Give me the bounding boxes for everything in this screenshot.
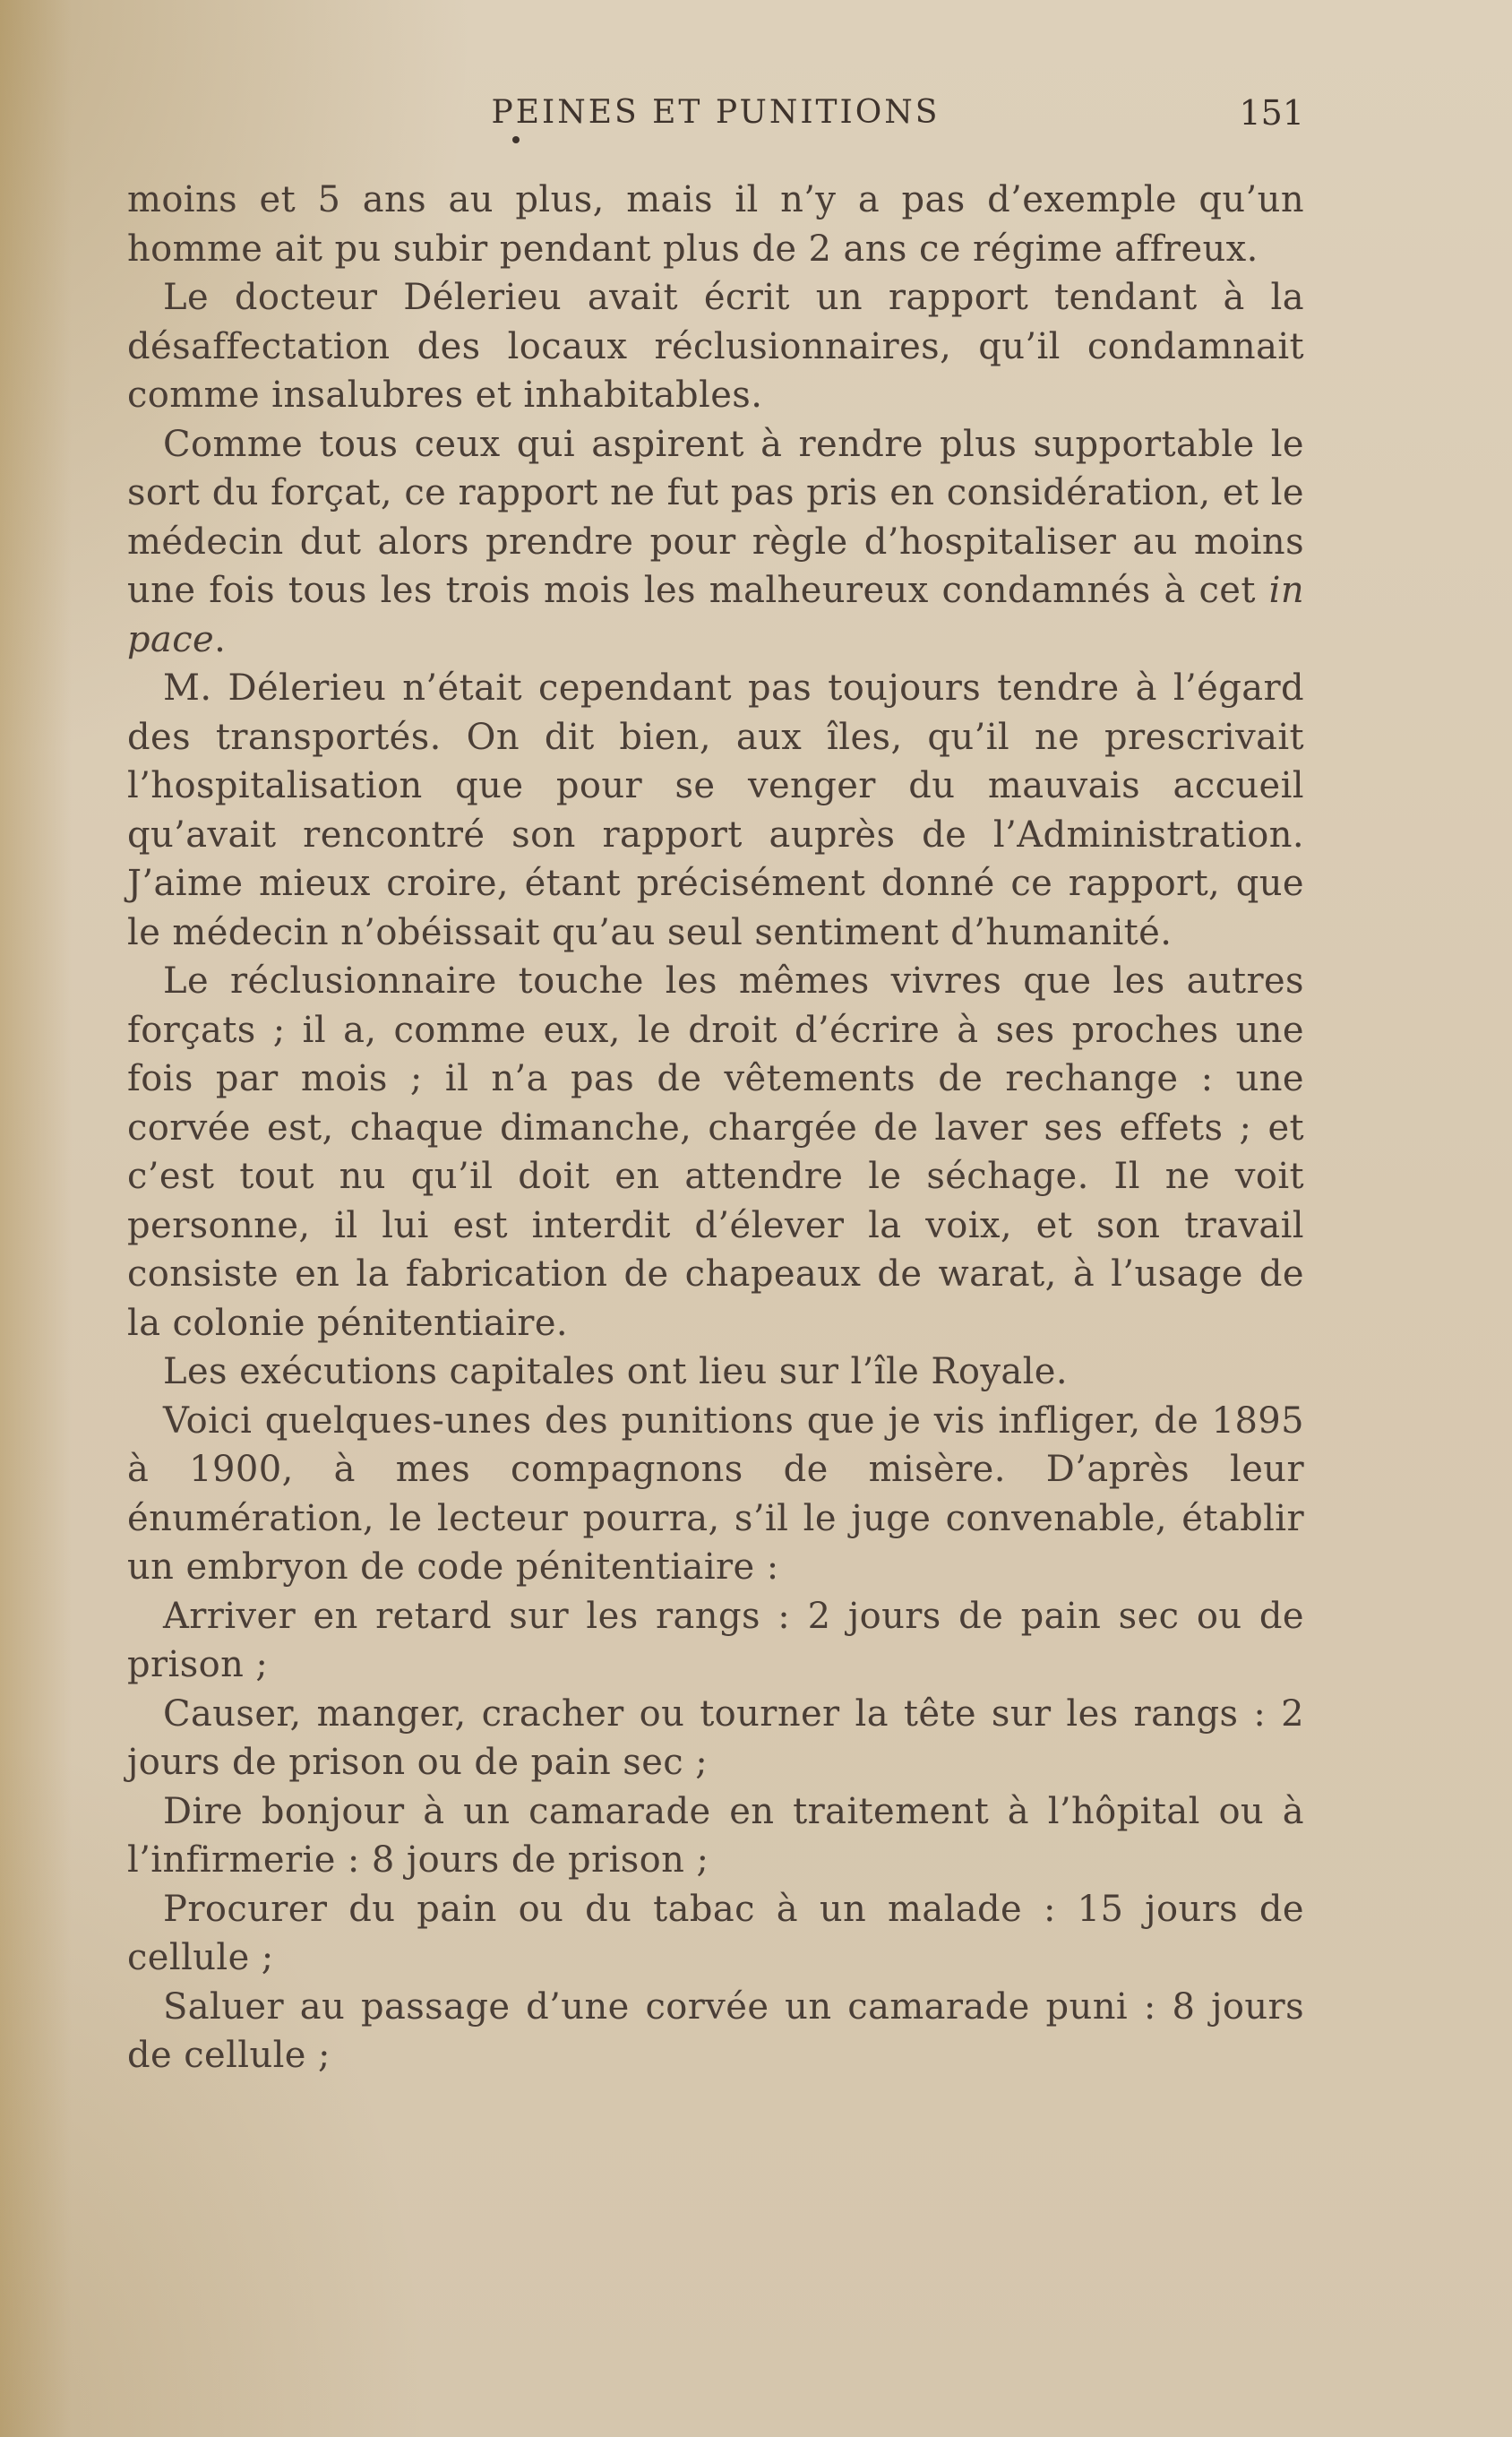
- paragraph-5: Le réclusionnaire touche les mêmes vivres que les autres forçats ; il a, comme eux, le droit d’écrire à ses proches une fois par mois ; il n’a pas de vêtements de rechange : une corvée est, chaque dimanche, chargée de laver ses effets ; et c’est tout nu qu’il doit en attendre le séchage. Il ne voit personne, il lui est interdit d’élever la voix, et son travail consiste en la fabrication de chapeaux de warat, à l’usage de la colonie pénitentiaire.: [127, 960, 1304, 1344]
- paragraph-3-text: Comme tous ceux qui aspirent à rendre plus supportable le sort du forçat, ce rapport ne fut pas pris en considération, et le médecin dut alors prendre pour règle d’hospitaliser au moins une fois tous les trois mois les malheureux condamnés à cet: [127, 423, 1304, 611]
- punishment-item: Dire bonjour à un camarade en traitement à l’hôpital ou à l’infirmerie : 8 jours de prison ;: [127, 1790, 1304, 1881]
- page-header: [127, 86, 1304, 140]
- paragraph-3: [127, 420, 1304, 665]
- punishment-item: Causer, manger, cracher ou tourner la tête sur les rangs : 2 jours de prison ou de pain sec ;: [127, 1692, 1304, 1783]
- paragraph-3-end: .: [214, 618, 227, 660]
- paragraph-2: Le docteur Délerieu avait écrit un rapport tendant à la désaffectation des locaux réclusionnaires, qu’il condamnait comme insalubres et inhabitables.: [127, 277, 1304, 416]
- paragraph-6: Les exécutions capitales ont lieu sur l’île Royale.: [163, 1351, 1068, 1392]
- paragraph-4: M. Délerieu n’était cependant pas toujours tendre à l’égard des transportés. On dit bien, aux îles, qu’il ne prescrivait l’hospitalisation que pour se venger du mauvais accueil qu’avait rencontré son rapport auprès de l’Administration. J’aime mieux croire, étant précisément donné ce rapport, que le médecin n’obéissait qu’au seul sentiment d’humanité.: [127, 667, 1304, 953]
- body-text: [127, 176, 1304, 2080]
- latin-phrase: in pace: [127, 570, 1304, 660]
- punishment-item: Arriver en retard sur les rangs : 2 jours de pain sec ou de prison ;: [127, 1595, 1304, 1685]
- ink-speck: [512, 136, 520, 143]
- paragraph-7: Voici quelques-unes des punitions que je vis infliger, de 1895 à 1900, à mes compagnons de misère. D’après leur énumération, le lecteur pourra, s’il le juge convenable, établir un embryon de code pénitentiaire :: [127, 1399, 1304, 1588]
- paragraph-1: moins et 5 ans au plus, mais il n’y a pas d’exemple qu’un homme ait pu subir pendant plus de 2 ans ce régime affreux.: [127, 179, 1304, 270]
- page-number: 151: [1239, 93, 1304, 133]
- punishment-item: Procurer du pain ou du tabac à un malade : 15 jours de cellule ;: [127, 1888, 1304, 1978]
- running-title: PEINES ET PUNITIONS: [491, 94, 941, 131]
- punishment-item: Saluer au passage d’une corvée un camarade puni : 8 jours de cellule ;: [127, 1985, 1304, 2076]
